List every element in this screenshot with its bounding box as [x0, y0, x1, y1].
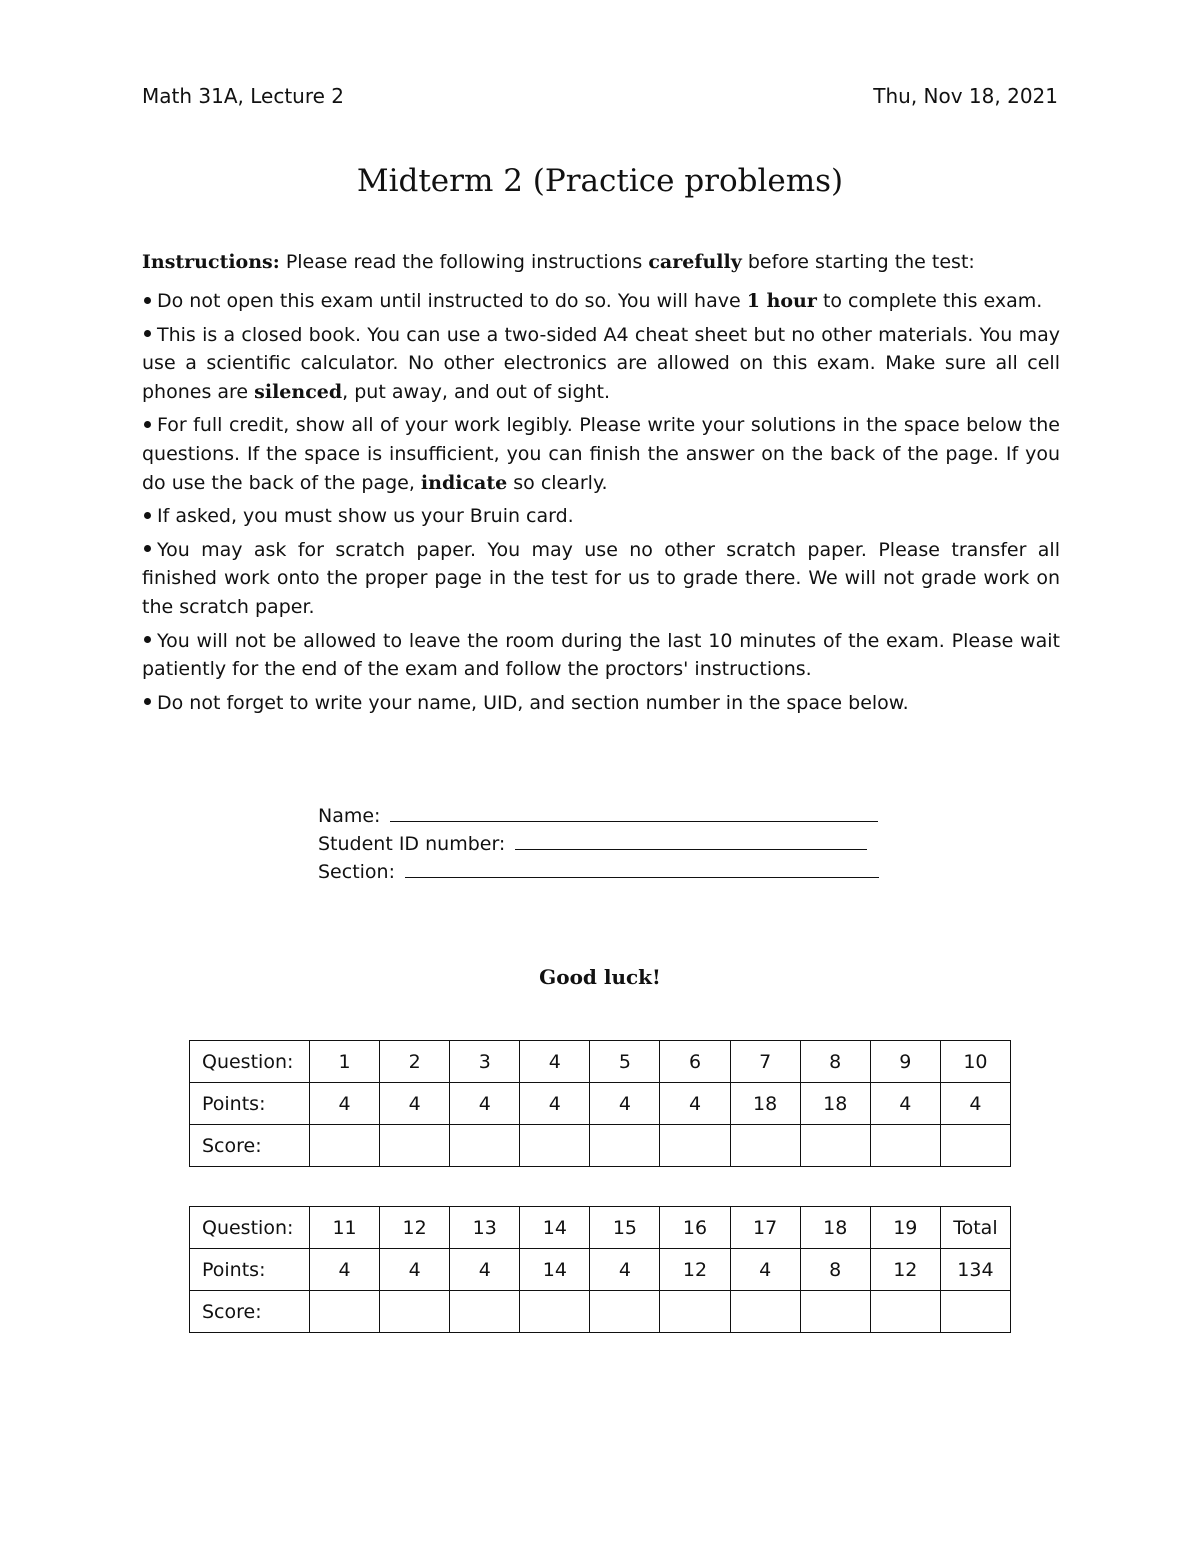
score-row — [190, 1291, 1011, 1333]
instruction-emphasis: 1 hour — [746, 290, 817, 312]
score-cell[interactable] — [660, 1291, 730, 1333]
score-cell[interactable] — [590, 1291, 660, 1333]
table-cell: 4 — [310, 1249, 380, 1291]
score-cell[interactable] — [940, 1125, 1010, 1167]
bullet-icon — [144, 512, 151, 519]
table-cell: 8 — [800, 1249, 870, 1291]
bullet-icon — [144, 636, 151, 643]
table-cell: 13 — [450, 1207, 520, 1249]
table-cell: 7 — [730, 1041, 800, 1083]
score-cell[interactable] — [730, 1125, 800, 1167]
uid-label: Student ID number: — [318, 833, 506, 855]
row-label: Question: — [190, 1041, 310, 1083]
table-cell: 18 — [800, 1207, 870, 1249]
table-cell: 14 — [520, 1249, 590, 1291]
question-row — [190, 1041, 1011, 1083]
score-cell[interactable] — [940, 1291, 1010, 1333]
table-cell: 10 — [940, 1041, 1010, 1083]
bullet-icon — [144, 421, 151, 428]
instruction-item — [142, 627, 1060, 684]
instruction-emphasis: silenced — [254, 380, 343, 403]
score-cell[interactable] — [590, 1125, 660, 1167]
score-cell[interactable] — [660, 1125, 730, 1167]
row-label: Score: — [190, 1125, 310, 1167]
score-cell[interactable] — [310, 1291, 380, 1333]
table-cell: 16 — [660, 1207, 730, 1249]
uid-field[interactable] — [515, 831, 867, 850]
score-cell[interactable] — [380, 1125, 450, 1167]
table-cell: 4 — [450, 1249, 520, 1291]
section-row — [318, 858, 879, 886]
intro-text-post: before starting the test: — [747, 251, 975, 273]
bullet-icon — [144, 698, 151, 705]
instructions-label: Instructions: — [142, 251, 280, 273]
table-cell: 4 — [660, 1083, 730, 1125]
question-row — [190, 1207, 1011, 1249]
score-cell[interactable] — [730, 1291, 800, 1333]
name-label: Name: — [318, 805, 381, 827]
score-cell[interactable] — [450, 1291, 520, 1333]
instruction-text: For full credit, show all of your work legibly. Please write your solutions in the space below the questions. If the space is insufficient, you can finish the answer on the back of the page. If you do use the back of the page, — [142, 414, 1060, 494]
score-cell[interactable] — [450, 1125, 520, 1167]
table-cell: 4 — [310, 1083, 380, 1125]
bullet-icon — [144, 330, 151, 337]
intro-text-bold: carefully — [648, 251, 742, 273]
table-cell: Total — [940, 1207, 1010, 1249]
instruction-item — [142, 321, 1060, 407]
page-title: Midterm 2 (Practice problems) — [356, 163, 844, 199]
name-row — [318, 802, 879, 830]
instruction-item — [142, 689, 1060, 718]
table-cell: 4 — [380, 1083, 450, 1125]
row-label: Score: — [190, 1291, 310, 1333]
row-label: Question: — [190, 1207, 310, 1249]
points-row — [190, 1083, 1011, 1125]
instruction-text: If asked, you must show us your Bruin card. — [157, 505, 574, 528]
score-row — [190, 1125, 1011, 1167]
score-cell[interactable] — [870, 1291, 940, 1333]
table-cell: 4 — [590, 1083, 660, 1125]
table-cell: 18 — [730, 1083, 800, 1125]
score-cell[interactable] — [520, 1291, 590, 1333]
uid-row — [318, 830, 879, 858]
table-cell: 14 — [520, 1207, 590, 1249]
instruction-text: This is a closed book. You can use a two-sided A4 cheat sheet but no other materials. You may use a scientific calculator. No other electronics are allowed on this exam. Make sure all cell phones are — [142, 323, 1060, 403]
bullet-icon — [144, 297, 151, 304]
instruction-item — [142, 287, 1060, 316]
table-cell: 134 — [940, 1249, 1010, 1291]
table-cell: 18 — [800, 1083, 870, 1125]
table-cell: 8 — [800, 1041, 870, 1083]
table-cell: 19 — [870, 1207, 940, 1249]
instruction-text: You will not be allowed to leave the room during the last 10 minutes of the exam. Please wait patiently for the end of the exam and follow the proctors' instructions. — [142, 629, 1060, 681]
table-cell: 17 — [730, 1207, 800, 1249]
table-cell: 5 — [590, 1041, 660, 1083]
score-cell[interactable] — [380, 1291, 450, 1333]
student-info-form — [318, 802, 879, 886]
score-cell[interactable] — [870, 1125, 940, 1167]
table-cell: 3 — [450, 1041, 520, 1083]
table-cell: 4 — [380, 1249, 450, 1291]
points-row — [190, 1249, 1011, 1291]
table-cell: 4 — [520, 1083, 590, 1125]
table-cell: 4 — [730, 1249, 800, 1291]
instruction-emphasis: indicate — [420, 471, 508, 494]
instruction-text: Do not forget to write your name, UID, and section number in the space below. — [157, 691, 909, 714]
instructions-intro — [142, 248, 1060, 277]
table-cell: 2 — [380, 1041, 450, 1083]
table-cell: 12 — [380, 1207, 450, 1249]
section-label: Section: — [318, 861, 395, 883]
table-cell: 12 — [870, 1249, 940, 1291]
instruction-text: to complete this exam. — [822, 290, 1043, 312]
table-cell: 9 — [870, 1041, 940, 1083]
instruction-text: Do not open this exam until instructed to do so. You will have — [157, 290, 741, 312]
table-cell: 4 — [940, 1083, 1010, 1125]
table-cell: 4 — [870, 1083, 940, 1125]
score-cell[interactable] — [520, 1125, 590, 1167]
bullet-icon — [144, 545, 151, 552]
score-cell[interactable] — [800, 1125, 870, 1167]
section-field[interactable] — [405, 859, 879, 878]
instruction-item — [142, 536, 1060, 622]
table-cell: 6 — [660, 1041, 730, 1083]
instruction-text: , put away, and out of sight. — [342, 380, 611, 403]
date-header: Thu, Nov 18, 2021 — [873, 84, 1058, 108]
instruction-list — [142, 287, 1060, 722]
score-cell[interactable] — [800, 1291, 870, 1333]
instruction-text: so clearly. — [513, 471, 608, 494]
table-cell: 4 — [520, 1041, 590, 1083]
table-cell: 4 — [590, 1249, 660, 1291]
score-table-1 — [189, 1040, 1011, 1167]
name-field[interactable] — [390, 803, 878, 822]
instruction-text: You may ask for scratch paper. You may use no other scratch paper. Please transfer all finished work onto the proper page in the test for us to grade there. We will not grade work on the scratch paper. — [142, 538, 1060, 618]
row-label: Points: — [190, 1249, 310, 1291]
table-cell: 15 — [590, 1207, 660, 1249]
table-cell: 12 — [660, 1249, 730, 1291]
row-label: Points: — [190, 1083, 310, 1125]
table-cell: 1 — [310, 1041, 380, 1083]
intro-text-pre: Please read the following instructions — [285, 251, 643, 273]
instruction-item — [142, 502, 1060, 531]
score-table-2 — [189, 1206, 1011, 1333]
good-luck-text: Good luck! — [539, 965, 661, 989]
score-cell[interactable] — [310, 1125, 380, 1167]
table-cell: 4 — [450, 1083, 520, 1125]
table-cell: 11 — [310, 1207, 380, 1249]
course-header: Math 31A, Lecture 2 — [142, 84, 345, 108]
instruction-item — [142, 411, 1060, 497]
